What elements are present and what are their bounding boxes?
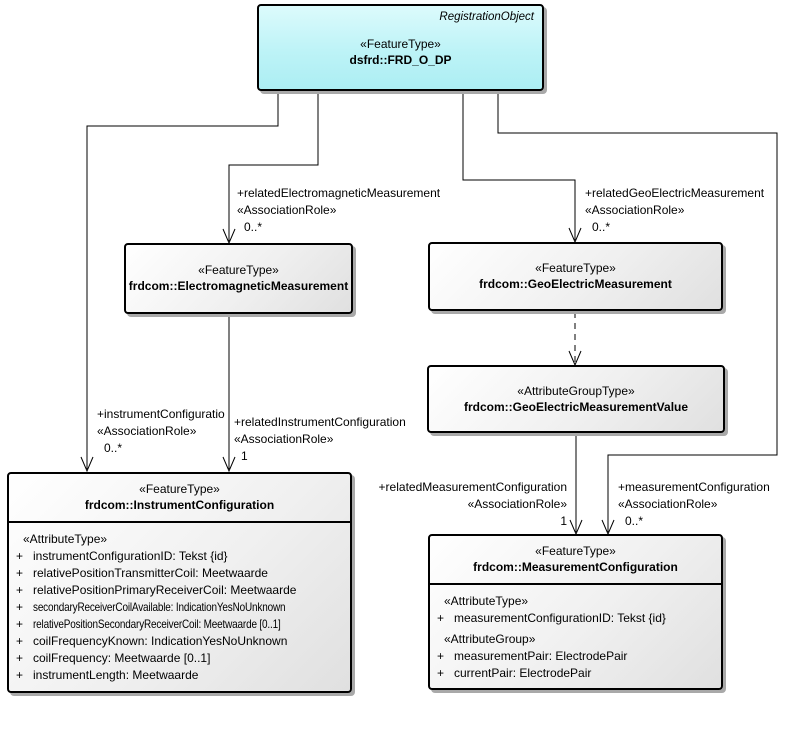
attribute-row: + measurementPair: ElectrodePair bbox=[437, 649, 628, 663]
class-electromagnetic-measurement[interactable] bbox=[124, 243, 353, 314]
class-geoelectric-measurement[interactable] bbox=[428, 242, 723, 311]
attribute-group-header: «AttributeGroup» bbox=[444, 632, 536, 646]
attribute-row: + coilFrequency: Meetwaarde [0..1] bbox=[16, 651, 211, 665]
label-instrument-configuration-role bbox=[97, 406, 225, 457]
role-stereotype: «AssociationRole» bbox=[97, 424, 197, 438]
role-stereotype: «AssociationRole» bbox=[618, 497, 718, 511]
stereotype-label: «FeatureType» bbox=[535, 544, 616, 558]
class-name-label: frdcom::ElectromagneticMeasurement bbox=[128, 279, 349, 293]
role-name: +measurementConfiguration bbox=[618, 480, 770, 494]
role-name: +relatedElectromagneticMeasurement bbox=[237, 186, 441, 200]
assoc-frdodp-geoelectricmeasurement-line bbox=[463, 91, 575, 240]
stereotype-label: «FeatureType» bbox=[198, 263, 279, 277]
role-multiplicity: 0..* bbox=[592, 220, 611, 234]
class-name-label: frdcom::InstrumentConfiguration bbox=[84, 498, 275, 512]
label-related-geoelectric-measurement bbox=[585, 185, 764, 236]
class-frd-o-dp[interactable] bbox=[257, 4, 544, 91]
role-name: +relatedGeoElectricMeasurement bbox=[585, 186, 765, 200]
role-multiplicity: 0..* bbox=[244, 220, 263, 234]
stereotype-label: «FeatureType» bbox=[535, 261, 616, 275]
attribute-row: + relativePositionPrimaryReceiverCoil: Meetwaarde bbox=[16, 583, 297, 597]
class-name-label: dsfrd::FRD_O_DP bbox=[349, 53, 452, 67]
attribute-row: + currentPair: ElectrodePair bbox=[437, 666, 592, 680]
class-geoelectric-measurement-value[interactable] bbox=[427, 365, 725, 433]
label-measurement-configuration-role bbox=[618, 479, 770, 530]
role-name: +relatedInstrumentConfiguration bbox=[234, 415, 406, 429]
attribute-row: + relativePositionTransmitterCoil: Meetwaarde bbox=[16, 566, 268, 580]
class-measurement-configuration[interactable] bbox=[428, 534, 723, 690]
attribute-section-header: «AttributeType» bbox=[23, 532, 108, 546]
role-stereotype: «AssociationRole» bbox=[585, 203, 685, 217]
attribute-row: + coilFrequencyKnown: IndicationYesNoUnknown bbox=[16, 634, 288, 648]
class-header bbox=[430, 536, 721, 583]
registration-object-tag: RegistrationObject bbox=[439, 11, 534, 23]
attributes-compartment bbox=[430, 583, 721, 682]
role-multiplicity: 1 bbox=[241, 449, 248, 463]
stereotype-label: «FeatureType» bbox=[139, 482, 220, 496]
role-multiplicity: 0..* bbox=[104, 441, 123, 455]
attribute-row: + secondaryReceiverCoilAvailable: IndicationYesNoUnknown bbox=[16, 600, 286, 614]
label-related-measurement-configuration bbox=[367, 479, 567, 530]
attribute-row: + measurementConfigurationID: Tekst {id} bbox=[437, 611, 666, 625]
class-name-label: frdcom::MeasurementConfiguration bbox=[473, 560, 678, 574]
attributes-compartment bbox=[9, 521, 350, 684]
role-multiplicity: 0..* bbox=[625, 514, 644, 528]
role-stereotype: «AssociationRole» bbox=[237, 203, 337, 217]
attribute-section-header: «AttributeType» bbox=[444, 594, 529, 608]
role-stereotype: «AssociationRole» bbox=[467, 497, 567, 511]
class-name-label: frdcom::GeoElectricMeasurementValue bbox=[463, 399, 689, 414]
role-stereotype: «AssociationRole» bbox=[234, 432, 334, 446]
attribute-row: + relativePositionSecondaryReceiverCoil: Meetwaarde [0..1] bbox=[16, 617, 281, 631]
label-related-instrument-configuration bbox=[234, 414, 406, 465]
role-name: +relatedMeasurementConfiguration bbox=[378, 480, 567, 494]
stereotype-label: «FeatureType» bbox=[360, 37, 441, 51]
assoc-frdodp-measurementconfiguration-line bbox=[498, 91, 777, 532]
class-name-label: frdcom::GeoElectricMeasurement bbox=[479, 277, 672, 291]
attribute-row: + instrumentLength: Meetwaarde bbox=[16, 668, 199, 682]
role-multiplicity: 1 bbox=[560, 514, 567, 528]
attribute-row: + instrumentConfigurationID: Tekst {id} bbox=[16, 549, 228, 563]
class-header bbox=[9, 474, 350, 521]
role-name: +instrumentConfiguratio bbox=[97, 407, 225, 421]
label-related-electromagnetic-measurement bbox=[237, 185, 440, 236]
class-instrument-configuration[interactable] bbox=[7, 472, 352, 693]
stereotype-label: «AttributeGroupType» bbox=[517, 383, 635, 398]
